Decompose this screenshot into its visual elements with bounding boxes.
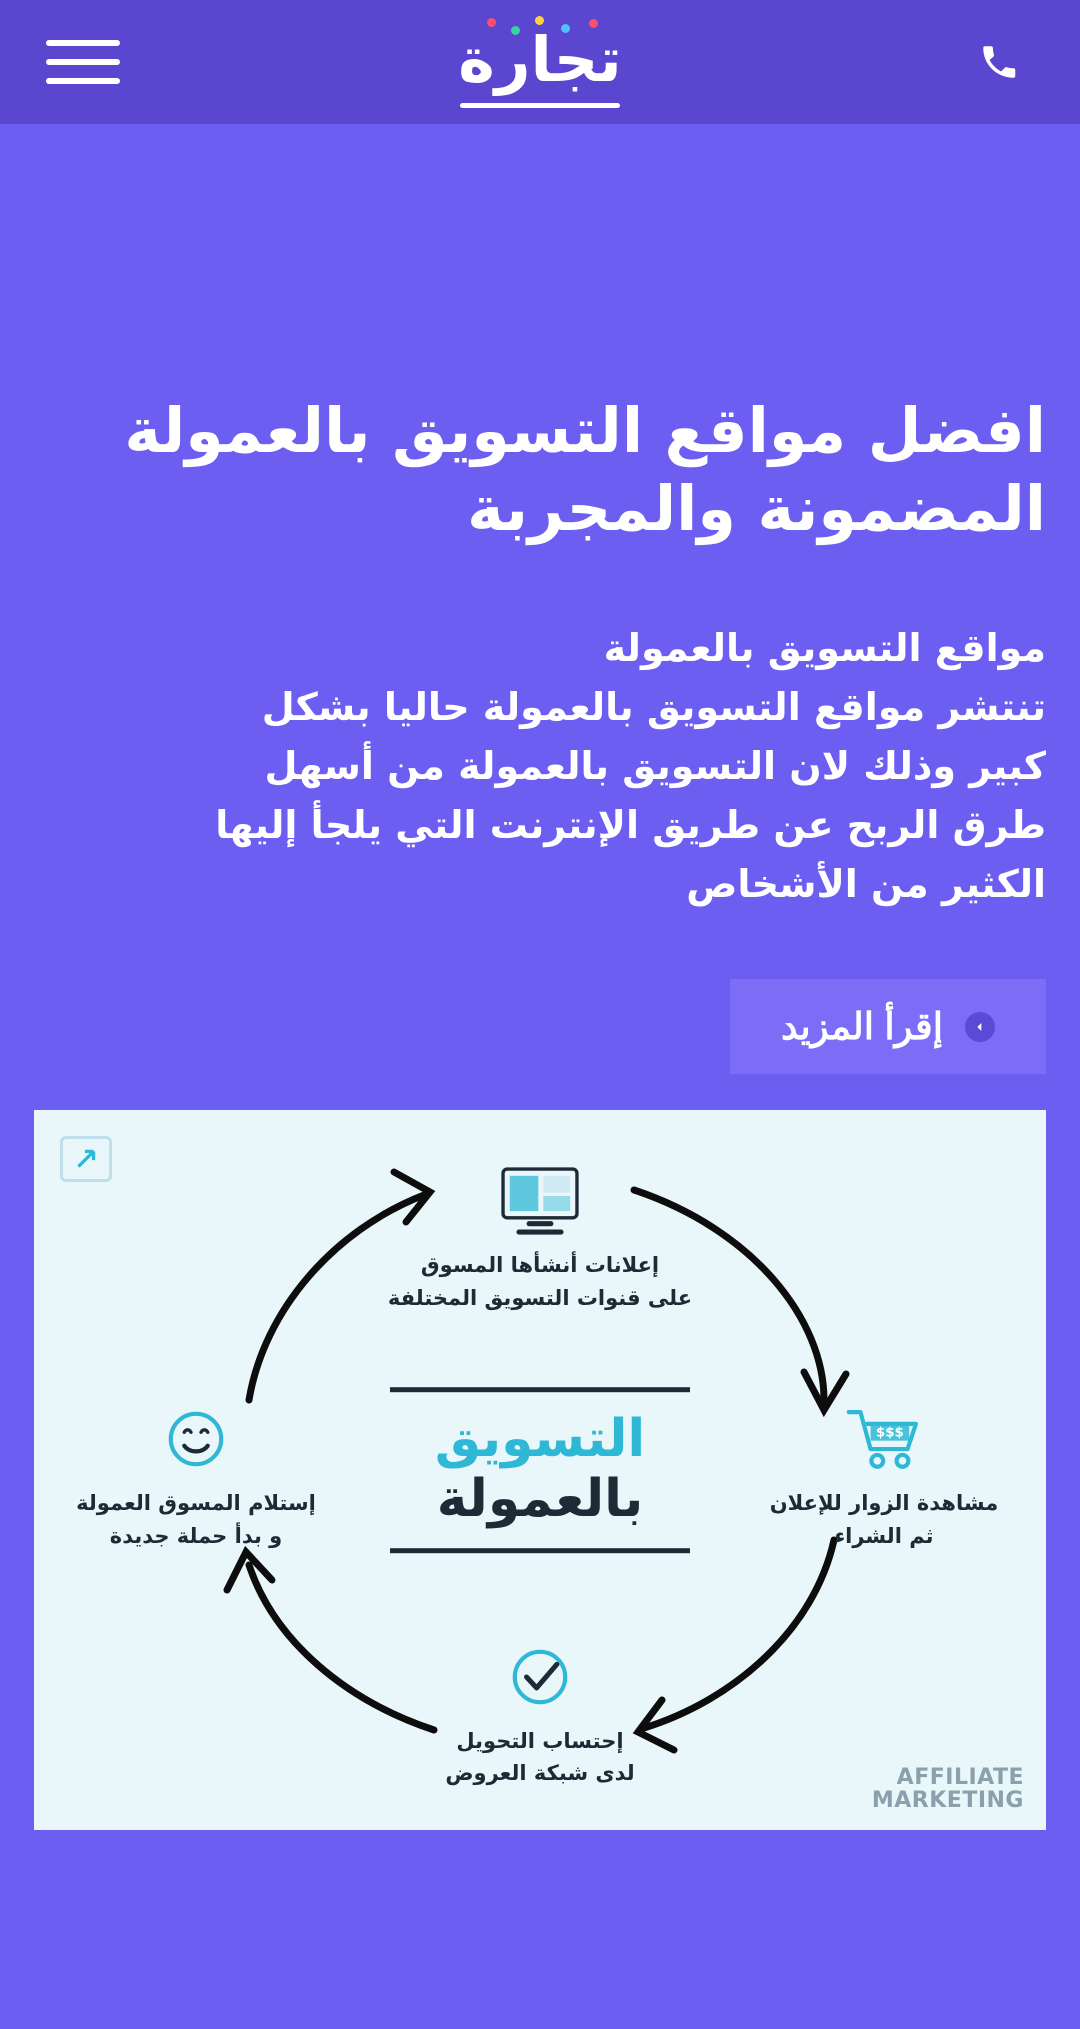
- phone-icon[interactable]: [964, 27, 1034, 97]
- watermark-line2: MARKETING: [871, 1788, 1024, 1814]
- logo-underline: [460, 103, 620, 108]
- cycle-node-right-caption-line1: مشاهدة الزوار للإعلان: [769, 1491, 999, 1516]
- cycle-node-bottom: [390, 1638, 690, 1789]
- hamburger-menu-icon[interactable]: [46, 32, 120, 92]
- smiley-face-icon: [76, 1400, 316, 1478]
- cycle-center-title: [370, 1388, 710, 1554]
- divider-top: [390, 1388, 690, 1393]
- cycle-node-right-caption-line2: ثم الشراء: [834, 1523, 934, 1548]
- shopping-cart-money-icon: [764, 1400, 1004, 1478]
- hero-description: [34, 619, 1046, 913]
- read-more-button[interactable]: [730, 979, 1046, 1074]
- app-header: [0, 0, 1080, 124]
- hero-section: [0, 392, 1080, 1074]
- divider-bottom: [390, 1548, 690, 1553]
- read-more-label: إقرأ المزيد: [780, 1006, 944, 1048]
- hero-description-line: مواقع التسويق بالعمولة: [603, 626, 1046, 670]
- hero-description-line: كبير وذلك لان التسويق بالعمولة من أسهل: [264, 743, 1046, 788]
- affiliate-cycle-illustration: [34, 1110, 1046, 1830]
- read-more-row: [34, 979, 1046, 1074]
- cycle-node-left-caption-line1: إستلام المسوق العمولة: [76, 1491, 316, 1516]
- cycle-node-bottom-caption-line1: إحتساب التحويل: [456, 1728, 624, 1753]
- check-circle-icon: [390, 1638, 690, 1716]
- monitor-ads-icon: [375, 1162, 705, 1240]
- page-title: افضل مواقع التسويق بالعمولة المضمونة والمجربة: [124, 394, 1046, 545]
- cycle-node-bottom-caption-line2: لدى شبكة العروض: [445, 1761, 635, 1786]
- cycle-node-left: [76, 1400, 316, 1551]
- cycle-node-left-caption-line2: و بدأ حملة جديدة: [109, 1523, 283, 1548]
- center-title-line2: بالعمولة: [436, 1469, 644, 1530]
- affiliate-marketing-watermark: [872, 1766, 1024, 1812]
- logo-text: تجارة: [458, 23, 622, 96]
- hero-description-line: طرق الربح عن طريق الإنترنت التي يلجأ إليها: [215, 802, 1046, 847]
- cycle-node-top: [375, 1162, 705, 1313]
- hero-description-line: الكثير من الأشخاص: [686, 861, 1046, 906]
- svg-text:$$$: $$$: [875, 1425, 904, 1441]
- site-logo[interactable]: [390, 10, 690, 110]
- arrow-left-circle-icon: [965, 1012, 995, 1042]
- watermark-line1: AFFILIATE: [896, 1765, 1024, 1791]
- cycle-node-top-caption-line1: إعلانات أنشأها المسوق: [420, 1253, 660, 1278]
- center-title-line1: التسويق: [434, 1409, 646, 1470]
- cycle-node-top-caption-line2: على قنوات التسويق المختلفة: [387, 1285, 693, 1310]
- cycle-node-right: [764, 1400, 1004, 1551]
- hero-description-line: تنتشر مواقع التسويق بالعمولة حاليا بشكل: [261, 684, 1046, 729]
